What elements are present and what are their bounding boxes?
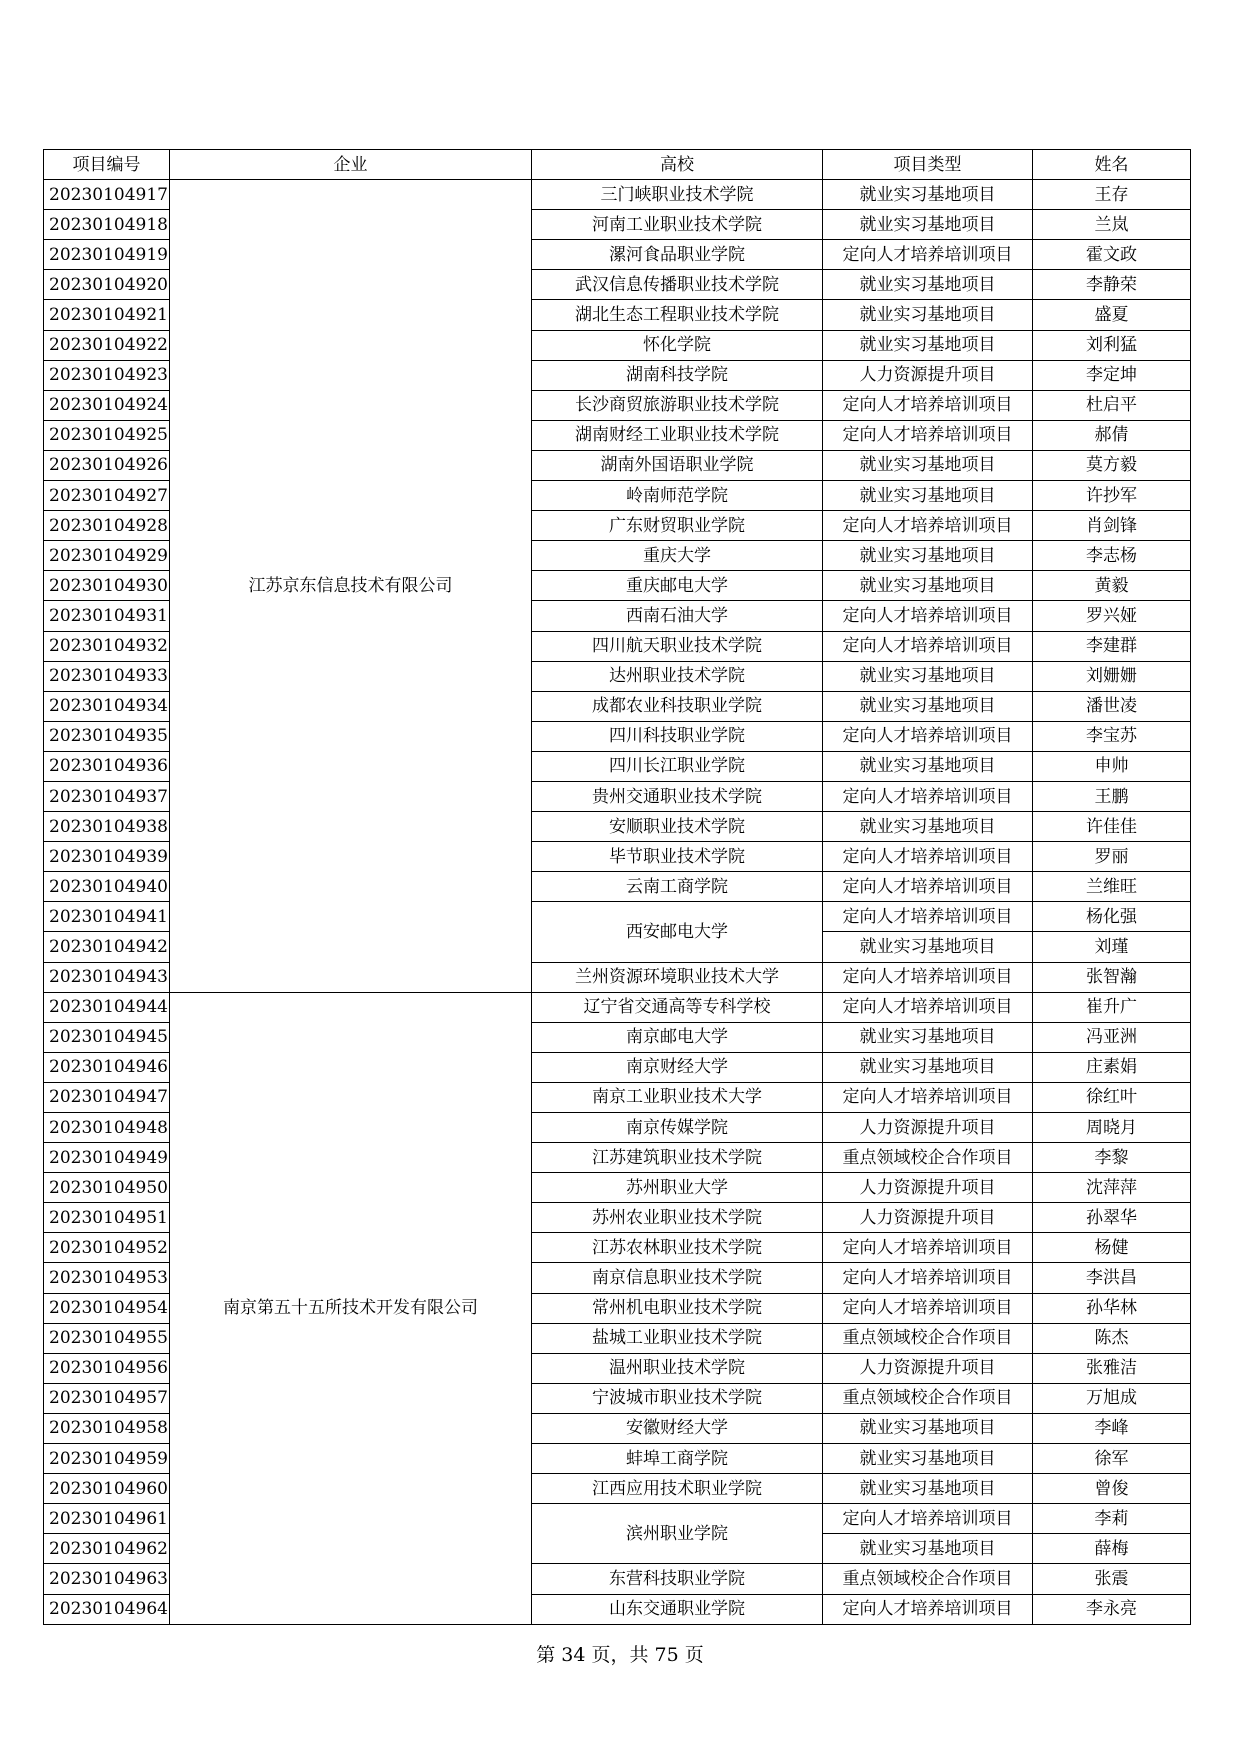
person-name-cell: 陈杰: [1033, 1323, 1191, 1353]
school-cell: 四川科技职业学院: [532, 721, 823, 751]
school-cell: 宁波城市职业技术学院: [532, 1383, 823, 1413]
project-type-cell: 定向人才培养培训项目: [823, 631, 1033, 661]
person-name-cell: 张震: [1033, 1564, 1191, 1594]
school-cell: 盐城工业职业技术学院: [532, 1323, 823, 1353]
project-type-cell: 定向人才培养培训项目: [823, 781, 1033, 811]
project-type-cell: 定向人才培养培训项目: [823, 1082, 1033, 1112]
project-code-cell: 20230104941: [44, 902, 170, 932]
person-name-cell: 庄素娟: [1033, 1052, 1191, 1082]
page-footer: 第 34 页，共 75 页: [536, 1644, 704, 1666]
project-code-cell: 20230104956: [44, 1353, 170, 1383]
person-name-cell: 李志杨: [1033, 541, 1191, 571]
person-name-cell: 刘姗姗: [1033, 661, 1191, 691]
project-type-cell: 定向人才培养培训项目: [823, 721, 1033, 751]
project-code-cell: 20230104950: [44, 1173, 170, 1203]
project-type-cell: 定向人才培养培训项目: [823, 420, 1033, 450]
project-code-cell: 20230104959: [44, 1444, 170, 1474]
person-name-cell: 杨健: [1033, 1233, 1191, 1263]
project-code-cell: 20230104936: [44, 751, 170, 781]
school-cell: 安顺职业技术学院: [532, 812, 823, 842]
person-name-cell: 郝倩: [1033, 420, 1191, 450]
school-cell: 东营科技职业学院: [532, 1564, 823, 1594]
person-name-cell: 冯亚洲: [1033, 1022, 1191, 1052]
school-cell: 武汉信息传播职业技术学院: [532, 270, 823, 300]
project-code-cell: 20230104953: [44, 1263, 170, 1293]
school-cell: 江苏农林职业技术学院: [532, 1233, 823, 1263]
school-cell: 山东交通职业学院: [532, 1594, 823, 1624]
project-code-cell: 20230104931: [44, 601, 170, 631]
person-name-cell: 杨化强: [1033, 902, 1191, 932]
project-type-cell: 就业实习基地项目: [823, 691, 1033, 721]
header-project-code: 项目编号: [44, 150, 170, 180]
school-cell: 滨州职业学院: [532, 1504, 823, 1564]
project-code-cell: 20230104939: [44, 842, 170, 872]
school-cell: 达州职业技术学院: [532, 661, 823, 691]
project-code-cell: 20230104929: [44, 541, 170, 571]
person-name-cell: 李洪昌: [1033, 1263, 1191, 1293]
person-name-cell: 张雅洁: [1033, 1353, 1191, 1383]
person-name-cell: 许佳佳: [1033, 812, 1191, 842]
school-cell: 湖南外国语职业学院: [532, 450, 823, 480]
person-name-cell: 刘瑾: [1033, 932, 1191, 962]
person-name-cell: 李建群: [1033, 631, 1191, 661]
project-type-cell: 就业实习基地项目: [823, 210, 1033, 240]
project-type-cell: 人力资源提升项目: [823, 1113, 1033, 1143]
project-code-cell: 20230104933: [44, 661, 170, 691]
project-type-cell: 定向人才培养培训项目: [823, 1233, 1033, 1263]
person-name-cell: 李宝苏: [1033, 721, 1191, 751]
person-name-cell: 杜启平: [1033, 390, 1191, 420]
project-code-cell: 20230104919: [44, 240, 170, 270]
person-name-cell: 徐红叶: [1033, 1082, 1191, 1112]
project-code-cell: 20230104937: [44, 781, 170, 811]
person-name-cell: 黄毅: [1033, 571, 1191, 601]
project-type-cell: 就业实习基地项目: [823, 330, 1033, 360]
project-code-cell: 20230104951: [44, 1203, 170, 1233]
school-cell: 漯河食品职业学院: [532, 240, 823, 270]
person-name-cell: 李定坤: [1033, 360, 1191, 390]
header-project-type: 项目类型: [823, 150, 1033, 180]
person-name-cell: 徐军: [1033, 1444, 1191, 1474]
person-name-cell: 盛夏: [1033, 300, 1191, 330]
person-name-cell: 崔升广: [1033, 992, 1191, 1022]
project-code-cell: 20230104924: [44, 390, 170, 420]
school-cell: 南京邮电大学: [532, 1022, 823, 1052]
school-cell: 湖南科技学院: [532, 360, 823, 390]
person-name-cell: 莫方毅: [1033, 450, 1191, 480]
school-cell: 南京工业职业技术大学: [532, 1082, 823, 1112]
school-cell: 蚌埠工商学院: [532, 1444, 823, 1474]
project-type-cell: 定向人才培养培训项目: [823, 1504, 1033, 1534]
project-code-cell: 20230104943: [44, 962, 170, 992]
person-name-cell: 万旭成: [1033, 1383, 1191, 1413]
header-name: 姓名: [1033, 150, 1191, 180]
table-header-row: [44, 150, 1191, 180]
project-code-cell: 20230104944: [44, 992, 170, 1022]
project-type-cell: 定向人才培养培训项目: [823, 1263, 1033, 1293]
school-cell: 南京信息职业技术学院: [532, 1263, 823, 1293]
school-cell: 苏州农业职业技术学院: [532, 1203, 823, 1233]
person-name-cell: 沈萍萍: [1033, 1173, 1191, 1203]
header-enterprise: 企业: [170, 150, 532, 180]
school-cell: 四川长江职业学院: [532, 751, 823, 781]
project-type-cell: 就业实习基地项目: [823, 1052, 1033, 1082]
project-type-cell: 就业实习基地项目: [823, 1413, 1033, 1443]
person-name-cell: 孙翠华: [1033, 1203, 1191, 1233]
project-type-cell: 定向人才培养培训项目: [823, 872, 1033, 902]
person-name-cell: 罗兴娅: [1033, 601, 1191, 631]
table-row: [44, 992, 1191, 1022]
person-name-cell: 潘世凌: [1033, 691, 1191, 721]
project-code-cell: 20230104925: [44, 420, 170, 450]
school-cell: 湖南财经工业职业技术学院: [532, 420, 823, 450]
person-name-cell: 王存: [1033, 180, 1191, 210]
header-school: 高校: [532, 150, 823, 180]
project-code-cell: 20230104948: [44, 1113, 170, 1143]
project-type-cell: 定向人才培养培训项目: [823, 992, 1033, 1022]
enterprise-cell: 江苏京东信息技术有限公司: [170, 180, 532, 993]
school-cell: 江西应用技术职业学院: [532, 1474, 823, 1504]
project-code-cell: 20230104917: [44, 180, 170, 210]
project-type-cell: 重点领域校企合作项目: [823, 1383, 1033, 1413]
project-type-cell: 人力资源提升项目: [823, 1203, 1033, 1233]
project-type-cell: 就业实习基地项目: [823, 300, 1033, 330]
project-type-cell: 定向人才培养培训项目: [823, 902, 1033, 932]
project-code-cell: 20230104927: [44, 481, 170, 511]
project-code-cell: 20230104928: [44, 511, 170, 541]
project-type-cell: 就业实习基地项目: [823, 481, 1033, 511]
project-code-cell: 20230104962: [44, 1534, 170, 1564]
school-cell: 苏州职业大学: [532, 1173, 823, 1203]
school-cell: 云南工商学院: [532, 872, 823, 902]
project-type-cell: 重点领域校企合作项目: [823, 1323, 1033, 1353]
person-name-cell: 周晓月: [1033, 1113, 1191, 1143]
person-name-cell: 薛梅: [1033, 1534, 1191, 1564]
project-code-cell: 20230104930: [44, 571, 170, 601]
project-code-cell: 20230104955: [44, 1323, 170, 1353]
project-code-cell: 20230104922: [44, 330, 170, 360]
project-code-cell: 20230104932: [44, 631, 170, 661]
person-name-cell: 兰岚: [1033, 210, 1191, 240]
school-cell: 长沙商贸旅游职业技术学院: [532, 390, 823, 420]
project-type-cell: 就业实习基地项目: [823, 1444, 1033, 1474]
project-type-cell: 就业实习基地项目: [823, 661, 1033, 691]
person-name-cell: 刘利猛: [1033, 330, 1191, 360]
table-body: [44, 180, 1191, 1625]
project-code-cell: 20230104945: [44, 1022, 170, 1052]
project-type-cell: 人力资源提升项目: [823, 360, 1033, 390]
project-code-cell: 20230104935: [44, 721, 170, 751]
school-cell: 辽宁省交通高等专科学校: [532, 992, 823, 1022]
project-type-cell: 就业实习基地项目: [823, 751, 1033, 781]
project-code-cell: 20230104934: [44, 691, 170, 721]
project-type-cell: 定向人才培养培训项目: [823, 601, 1033, 631]
project-type-cell: 就业实习基地项目: [823, 1474, 1033, 1504]
project-code-cell: 20230104949: [44, 1143, 170, 1173]
school-cell: 怀化学院: [532, 330, 823, 360]
project-table: [43, 149, 1191, 1625]
project-code-cell: 20230104964: [44, 1594, 170, 1624]
person-name-cell: 曾俊: [1033, 1474, 1191, 1504]
project-code-cell: 20230104938: [44, 812, 170, 842]
project-type-cell: 重点领域校企合作项目: [823, 1564, 1033, 1594]
person-name-cell: 肖剑锋: [1033, 511, 1191, 541]
school-cell: 四川航天职业技术学院: [532, 631, 823, 661]
school-cell: 南京传媒学院: [532, 1113, 823, 1143]
person-name-cell: 罗丽: [1033, 842, 1191, 872]
project-type-cell: 人力资源提升项目: [823, 1353, 1033, 1383]
project-code-cell: 20230104926: [44, 450, 170, 480]
school-cell: 重庆大学: [532, 541, 823, 571]
school-cell: 河南工业职业技术学院: [532, 210, 823, 240]
project-type-cell: 就业实习基地项目: [823, 1022, 1033, 1052]
school-cell: 毕节职业技术学院: [532, 842, 823, 872]
project-code-cell: 20230104923: [44, 360, 170, 390]
school-cell: 温州职业技术学院: [532, 1353, 823, 1383]
project-type-cell: 重点领域校企合作项目: [823, 1143, 1033, 1173]
project-type-cell: 就业实习基地项目: [823, 571, 1033, 601]
person-name-cell: 李永亮: [1033, 1594, 1191, 1624]
school-cell: 兰州资源环境职业技术大学: [532, 962, 823, 992]
person-name-cell: 申帅: [1033, 751, 1191, 781]
project-type-cell: 定向人才培养培训项目: [823, 962, 1033, 992]
person-name-cell: 李莉: [1033, 1504, 1191, 1534]
project-code-cell: 20230104947: [44, 1082, 170, 1112]
project-code-cell: 20230104958: [44, 1413, 170, 1443]
project-code-cell: 20230104960: [44, 1474, 170, 1504]
project-type-cell: 定向人才培养培训项目: [823, 390, 1033, 420]
project-code-cell: 20230104921: [44, 300, 170, 330]
school-cell: 贵州交通职业技术学院: [532, 781, 823, 811]
school-cell: 成都农业科技职业学院: [532, 691, 823, 721]
person-name-cell: 王鹏: [1033, 781, 1191, 811]
project-code-cell: 20230104920: [44, 270, 170, 300]
project-type-cell: 定向人才培养培训项目: [823, 240, 1033, 270]
project-type-cell: 定向人才培养培训项目: [823, 511, 1033, 541]
person-name-cell: 张智瀚: [1033, 962, 1191, 992]
project-type-cell: 定向人才培养培训项目: [823, 1293, 1033, 1323]
school-cell: 重庆邮电大学: [532, 571, 823, 601]
project-type-cell: 定向人才培养培训项目: [823, 1594, 1033, 1624]
school-cell: 安徽财经大学: [532, 1413, 823, 1443]
project-code-cell: 20230104952: [44, 1233, 170, 1263]
person-name-cell: 李黎: [1033, 1143, 1191, 1173]
project-code-cell: 20230104954: [44, 1293, 170, 1323]
project-type-cell: 就业实习基地项目: [823, 1534, 1033, 1564]
project-code-cell: 20230104940: [44, 872, 170, 902]
project-type-cell: 就业实习基地项目: [823, 450, 1033, 480]
school-cell: 三门峡职业技术学院: [532, 180, 823, 210]
school-cell: 广东财贸职业学院: [532, 511, 823, 541]
project-code-cell: 20230104942: [44, 932, 170, 962]
person-name-cell: 兰维旺: [1033, 872, 1191, 902]
project-type-cell: 就业实习基地项目: [823, 812, 1033, 842]
school-cell: 西安邮电大学: [532, 902, 823, 962]
project-type-cell: 就业实习基地项目: [823, 541, 1033, 571]
school-cell: 岭南师范学院: [532, 481, 823, 511]
project-type-cell: 就业实习基地项目: [823, 932, 1033, 962]
school-cell: 湖北生态工程职业技术学院: [532, 300, 823, 330]
school-cell: 江苏建筑职业技术学院: [532, 1143, 823, 1173]
project-code-cell: 20230104961: [44, 1504, 170, 1534]
school-cell: 西南石油大学: [532, 601, 823, 631]
person-name-cell: 孙华林: [1033, 1293, 1191, 1323]
project-type-cell: 就业实习基地项目: [823, 180, 1033, 210]
project-code-cell: 20230104946: [44, 1052, 170, 1082]
project-code-cell: 20230104963: [44, 1564, 170, 1594]
school-cell: 南京财经大学: [532, 1052, 823, 1082]
table-row: [44, 180, 1191, 210]
project-type-cell: 人力资源提升项目: [823, 1173, 1033, 1203]
person-name-cell: 李静荣: [1033, 270, 1191, 300]
school-cell: 常州机电职业技术学院: [532, 1293, 823, 1323]
project-type-cell: 就业实习基地项目: [823, 270, 1033, 300]
project-type-cell: 定向人才培养培训项目: [823, 842, 1033, 872]
person-name-cell: 霍文政: [1033, 240, 1191, 270]
project-code-cell: 20230104957: [44, 1383, 170, 1413]
project-code-cell: 20230104918: [44, 210, 170, 240]
enterprise-cell: 南京第五十五所技术开发有限公司: [170, 992, 532, 1624]
person-name-cell: 许抄军: [1033, 481, 1191, 511]
person-name-cell: 李峰: [1033, 1413, 1191, 1443]
